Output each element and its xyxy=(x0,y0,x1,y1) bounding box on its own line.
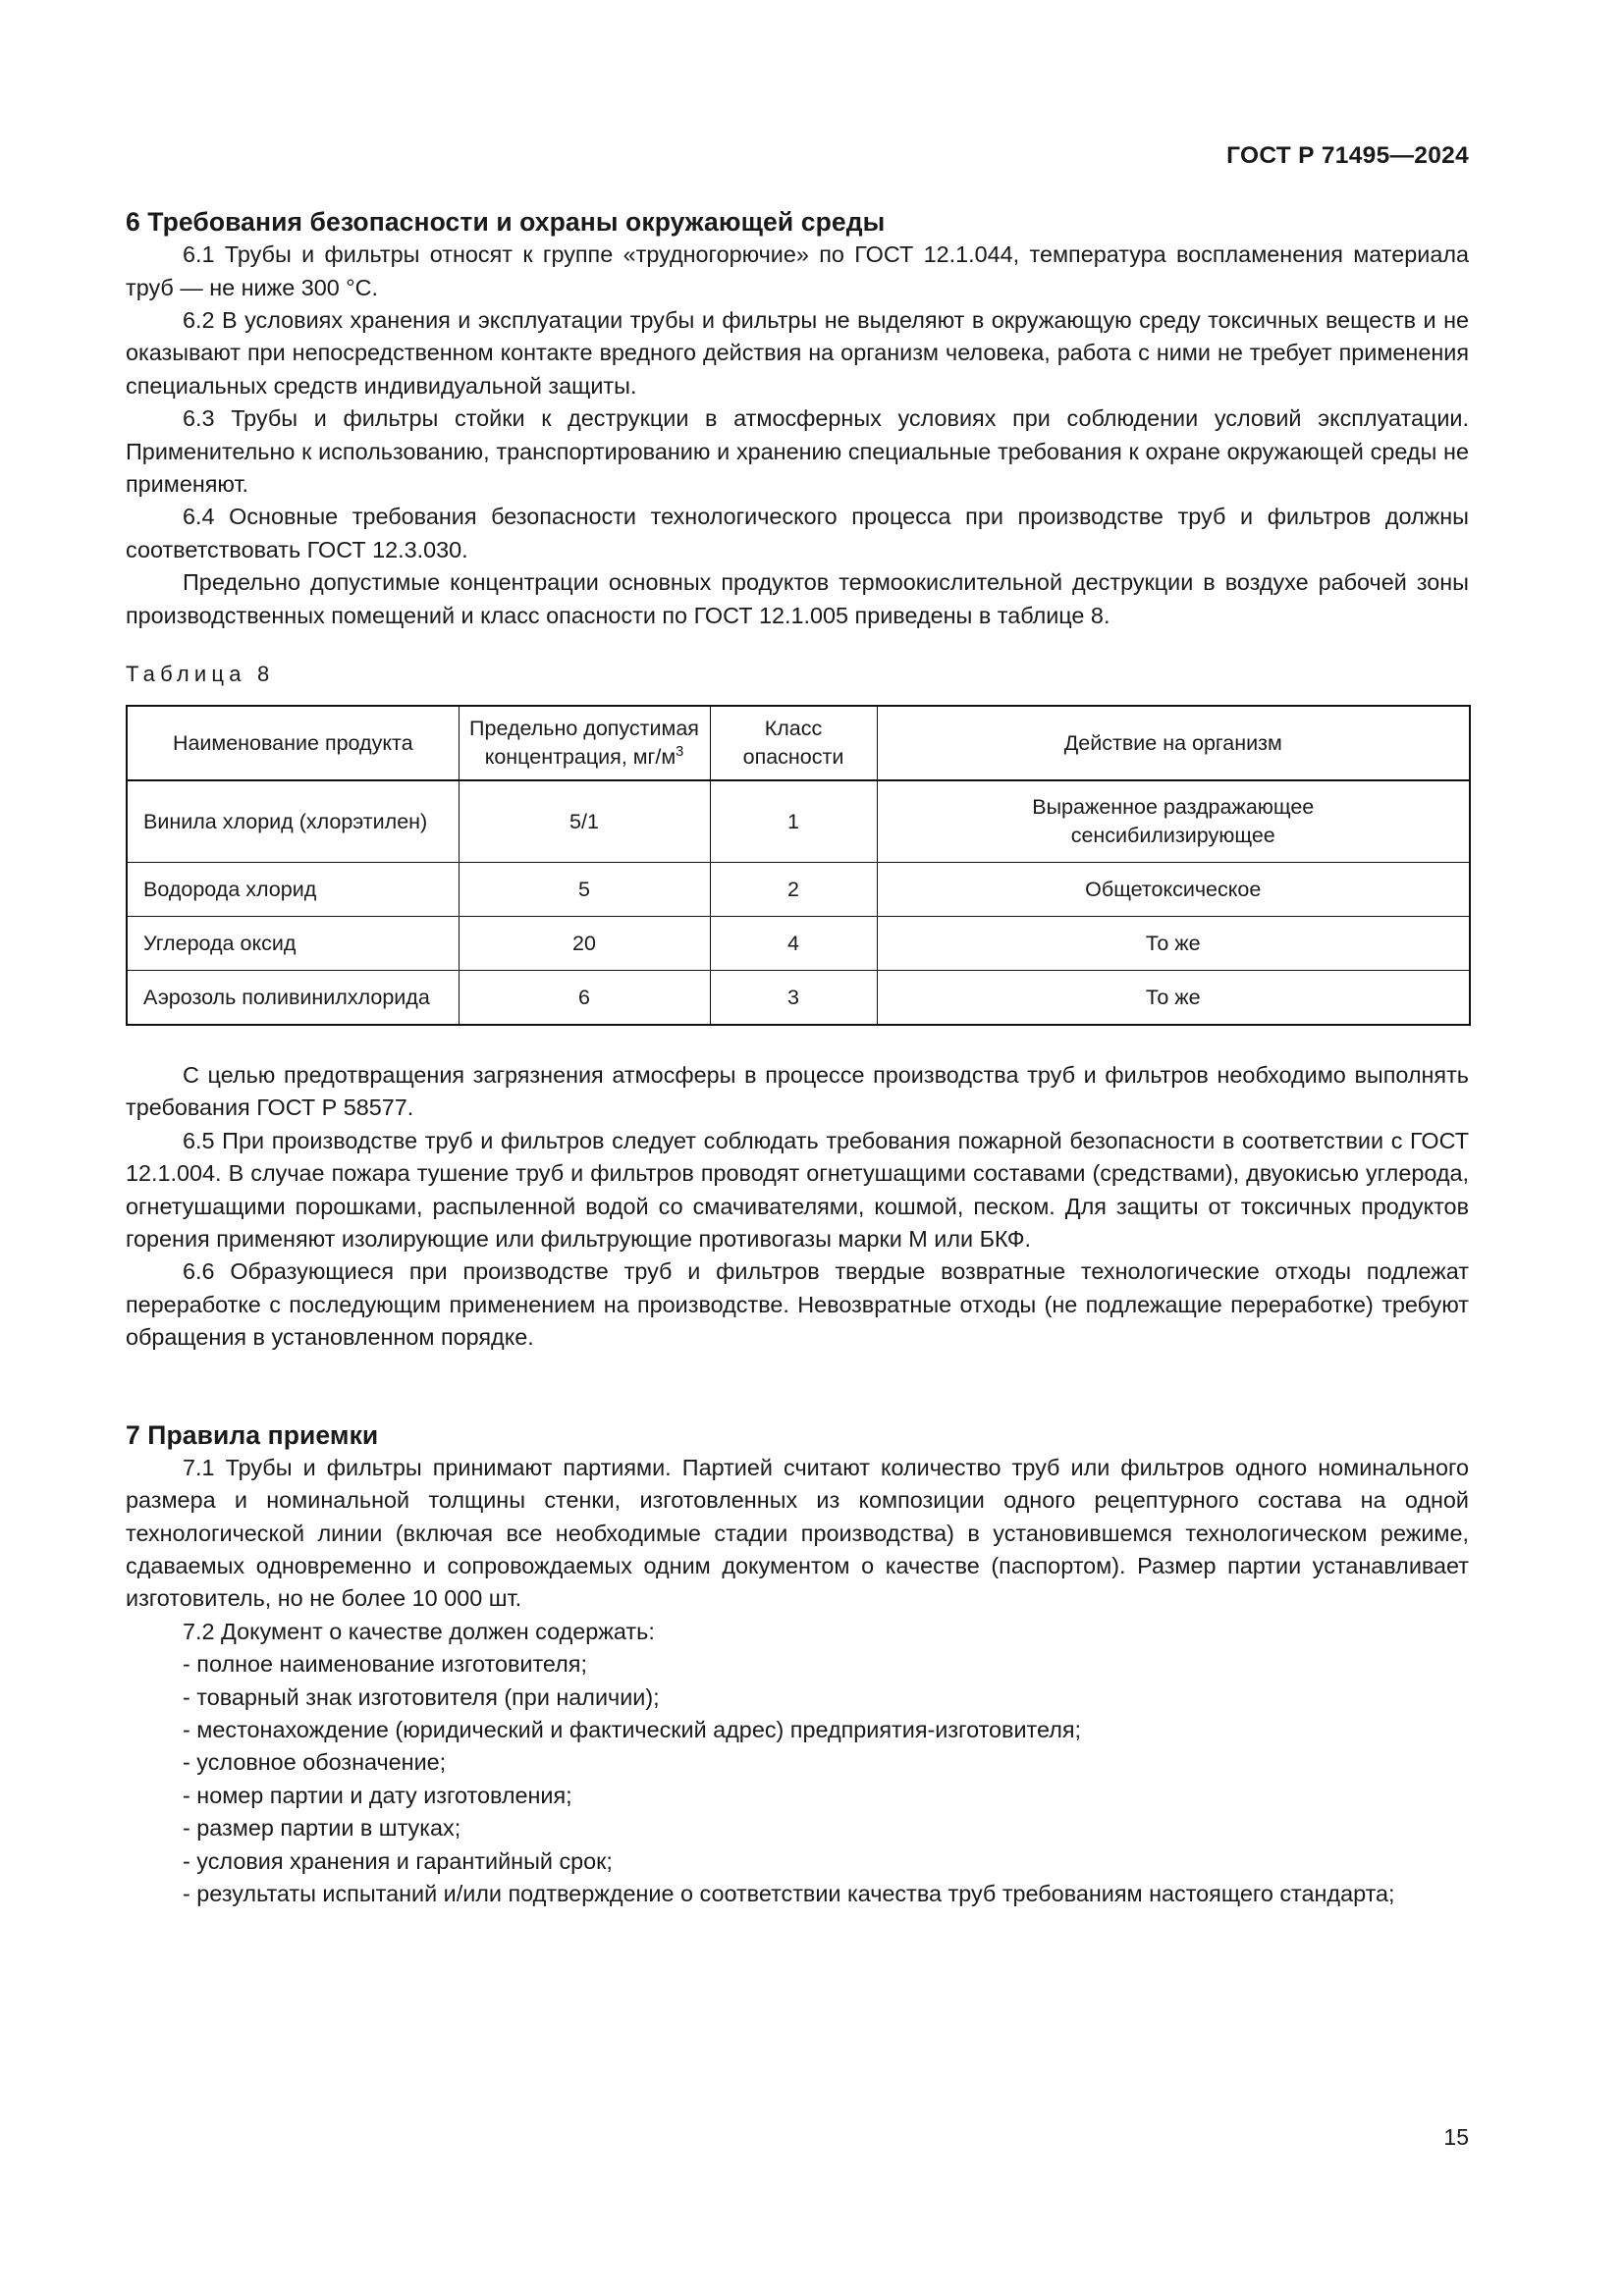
paragraph-6-3: 6.3 Трубы и фильтры стойки к деструкции в атмосферных условиях при соблюдении условий эксплуатации. Применительно к использованию, транспортированию и хранению специальные требования к охране окружающей среды не применяют. xyxy=(126,405,1469,497)
table-cell-product-name: Аэрозоль поливинилхлорида xyxy=(127,971,459,1026)
table-cell-concentration: 5/1 xyxy=(459,780,710,863)
table-cell-product-name: Водорода хлорид xyxy=(127,863,459,917)
table-header-effect: Действие на организм xyxy=(877,706,1470,780)
list-item: - полное наименование изготовителя; xyxy=(183,1651,587,1678)
spacer-after-table xyxy=(126,1026,1469,1059)
table-header-concentration-line2: концентрация, мг/м xyxy=(484,745,677,769)
table-header-product-name: Наименование продукта xyxy=(127,706,459,780)
list-item: - результаты испытаний и/или подтверждение о соответствии качества труб требованиям настоящего стандарта; xyxy=(183,1881,1395,1907)
list-item: - условное обозначение; xyxy=(183,1749,447,1776)
document-header-standard-id: ГОСТ Р 71495—2024 xyxy=(1226,142,1469,169)
list-item: - условия хранения и гарантийный срок; xyxy=(183,1847,613,1874)
paragraph-after-table: С целью предотвращения загрязнения атмосферы в процессе производства труб и фильтров необходимо выполнять требования ГОСТ Р 58577. xyxy=(126,1062,1469,1121)
table-cell-effect: То же xyxy=(877,971,1470,1026)
table-header-concentration xyxy=(459,706,710,780)
paragraph-6-5: 6.5 При производстве труб и фильтров следует соблюдать требования пожарной безопасности в соответствии с ГОСТ 12.1.004. В случае пожара тушение труб и фильтров проводят огнетушащими составами (средствами), двуокисью углерода, огнетушащими порошками, распыленной водой со смачивателями, кошмой, песком. Для защиты от токсичных продуктов горения применяют изолирующие или фильтрующие противогазы марки М или БКФ. xyxy=(126,1127,1469,1253)
page-number: 15 xyxy=(1443,2124,1469,2150)
paragraph-7-1: 7.1 Трубы и фильтры принимают партиями. Партией считают количество труб или фильтров одного номинального размера и номинальной толщины стенки, изготовленных из композиции одного рецептурного состава на одной технологической линии (включая все необходимые стадии производства) в установившемся технологическом режиме, сдаваемых одновременно и сопровождаемых одним документом о качестве (паспортом). Размер партии устанавливает изготовитель, но не более 10 000 шт. xyxy=(126,1454,1469,1612)
table-cell-effect: То же xyxy=(877,917,1470,971)
table-row xyxy=(127,917,1470,971)
paragraph-6-4: 6.4 Основные требования безопасности технологического процесса при производстве труб и фильтров должны соответствовать ГОСТ 12.3.030. xyxy=(126,504,1469,562)
table-8 xyxy=(126,705,1471,1026)
list-item: - номер партии и дату изготовления; xyxy=(183,1782,572,1808)
table-row xyxy=(127,863,1470,917)
table-row xyxy=(127,780,1470,863)
table-cell-concentration: 5 xyxy=(459,863,710,917)
table-cell-hazard-class: 4 xyxy=(710,917,877,971)
paragraph-6-6: 6.6 Образующиеся при производстве труб и фильтров твердые возвратные технологические отходы подлежат переработке с последующим применением на производстве. Невозвратные отходы (не подлежащие переработке) требуют обращения в установленном порядке. xyxy=(126,1258,1469,1351)
table-cell-effect xyxy=(877,780,1470,863)
paragraph-table-intro: Предельно допустимые концентрации основных продуктов термоокислительной деструкции в воздухе рабочей зоны производственных помещений и класс опасности по ГОСТ 12.1.005 приведены в таблице 8. xyxy=(126,569,1469,628)
table-row xyxy=(127,971,1470,1026)
paragraph-7-2: 7.2 Документ о качестве должен содержать: xyxy=(183,1618,655,1644)
paragraph-6-1: 6.1 Трубы и фильтры относят к группе «трудногорючие» по ГОСТ 12.1.044, температура воспламенения материала труб — не ниже 300 °С. xyxy=(126,241,1469,300)
list-item: - товарный знак изготовителя (при наличии); xyxy=(183,1683,660,1710)
spacer-before-section-7 xyxy=(126,1355,1469,1419)
table-cell-effect-line2: сенсибилизирующее xyxy=(1070,824,1275,847)
table-cell-hazard-class: 2 xyxy=(710,863,877,917)
table-header-hazard-class xyxy=(710,706,877,780)
table-cell-effect: Общетоксическое xyxy=(877,863,1470,917)
spacer-before-table xyxy=(126,632,1469,662)
table-header-concentration-superscript: 3 xyxy=(676,743,684,760)
table-8-caption: Таблица 8 xyxy=(126,662,275,686)
table-cell-product-name: Углерода оксид xyxy=(127,917,459,971)
table-cell-effect-line1: Выраженное раздражающее xyxy=(1032,795,1315,819)
paragraph-6-2: 6.2 В условиях хранения и эксплуатации трубы и фильтры не выделяют в окружающую среду токсичных веществ и не оказывают при непосредственном контакте вредного действия на организм человека, работа с ними не требует применения специальных средств индивидуальной защиты. xyxy=(126,306,1469,399)
table-cell-hazard-class: 1 xyxy=(710,780,877,863)
document-requirements-list xyxy=(126,1648,1469,1910)
table-header-hazard-class-line2: опасности xyxy=(742,745,844,769)
table-cell-concentration: 6 xyxy=(459,971,710,1026)
section-6-heading: 6 Требования безопасности и охраны окружающей среды xyxy=(126,207,886,237)
section-7-heading: 7 Правила приемки xyxy=(126,1419,379,1450)
table-header-row xyxy=(127,706,1470,780)
table-header-concentration-line1: Предельно допустимая xyxy=(469,717,699,740)
table-cell-product-name: Винила хлорид (хлорэтилен) xyxy=(127,780,459,863)
table-cell-concentration: 20 xyxy=(459,917,710,971)
list-item: - размер партии в штуках; xyxy=(183,1815,461,1842)
list-item: - местонахождение (юридический и фактический адрес) предприятия-изготовителя; xyxy=(183,1717,1082,1743)
table-cell-hazard-class: 3 xyxy=(710,971,877,1026)
table-header-hazard-class-line1: Класс xyxy=(764,717,823,740)
document-content xyxy=(126,206,1469,1910)
